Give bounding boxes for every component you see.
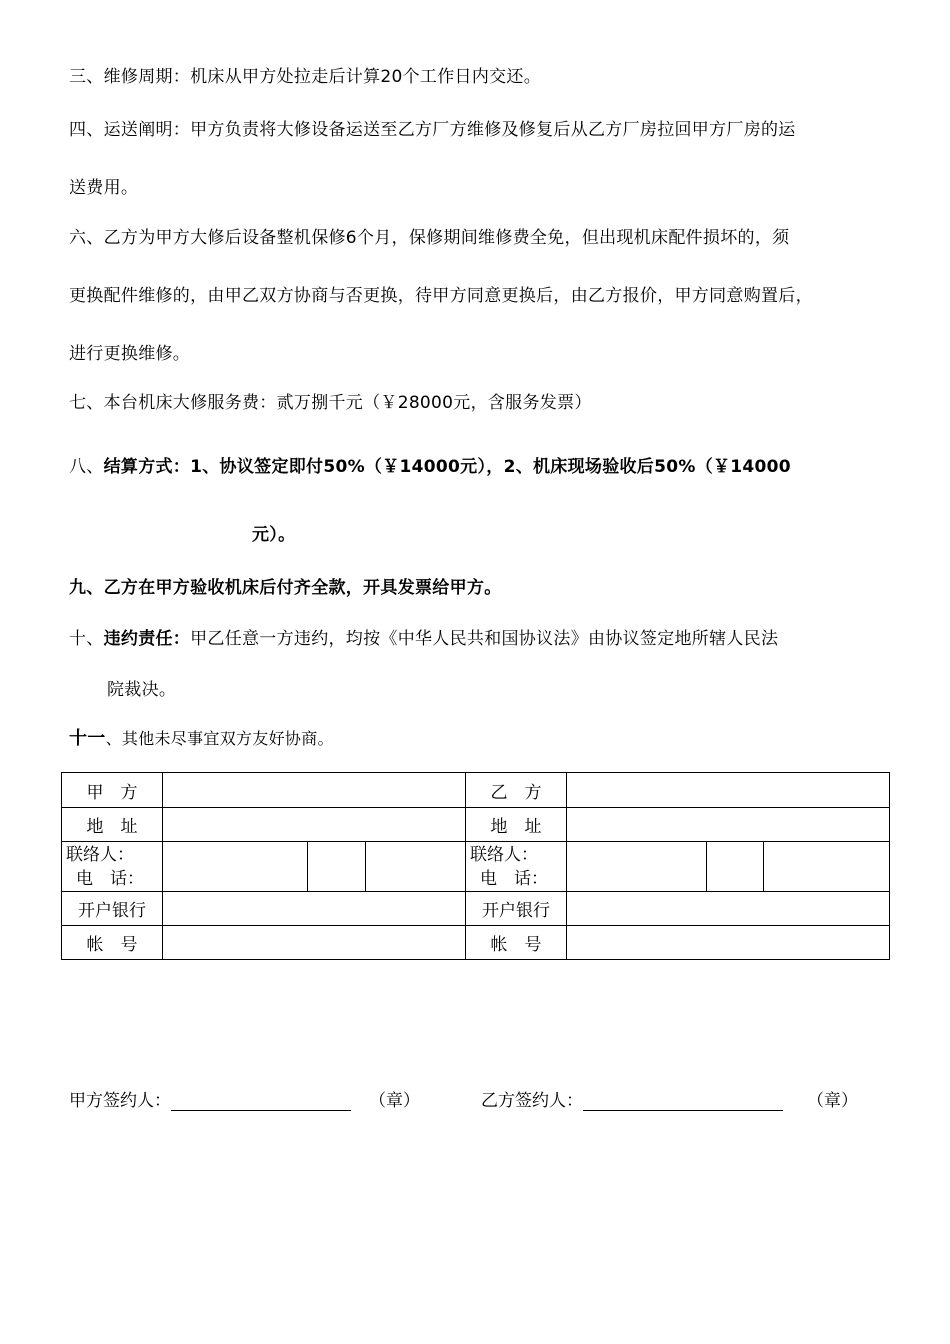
clause-11 [69,724,334,750]
signature-a-label: 甲方签约人： [69,1091,171,1111]
clause-7: 七、本台机床大修服务费：贰万捌千元（￥28000元，含服务发票） [69,393,592,413]
clause-10-title: 违约责任： [103,629,191,649]
address-b-label: 地 址 [466,808,567,842]
account-b-label: 帐 号 [466,926,567,960]
bank-a-value[interactable] [163,892,466,926]
signature-b-label: 乙方签约人： [481,1091,583,1111]
clause-6-line-3: 进行更换维修。 [69,344,191,364]
party-info-table [61,772,890,960]
table-row [62,808,890,842]
contact-phone-a-label [62,842,163,892]
address-a-label: 地 址 [62,808,163,842]
clause-10 [69,624,778,649]
party-b-label: 乙 方 [466,773,567,808]
clause-10-line-2: 院裁决。 [107,680,177,700]
account-b-value[interactable] [567,926,890,960]
bank-b-label: 开户银行 [466,892,567,926]
clause-6-line-1: 六、乙方为甲方大修后设备整机保修6个月，保修期间维修费全免，但出现机床配件损坏的，须 [69,228,790,248]
clause-9: 九、乙方在甲方验收机床后付齐全款，开具发票给甲方。 [69,578,502,598]
clause-10-prefix: 十、 [69,629,104,649]
address-a-value[interactable] [163,808,466,842]
address-b-value[interactable] [567,808,890,842]
party-a-label: 甲 方 [62,773,163,808]
contact-b-value[interactable] [567,842,707,892]
bank-a-label: 开户银行 [62,892,163,926]
clause-6-line-2: 更换配件维修的，由甲乙双方协商与否更换，待甲方同意更换后，由乙方报价，甲方同意购置后， [69,286,813,306]
contact-a-value[interactable] [163,842,308,892]
account-a-value[interactable] [163,926,466,960]
contact-a-label: 联络人： [66,844,134,865]
table-row [62,773,890,808]
contact-b-label: 联络人： [470,844,538,865]
clause-4-line-2: 送费用。 [69,178,139,198]
party-a-value[interactable] [163,773,466,808]
clause-3: 三、维修周期：机床从甲方处拉走后计算20个工作日内交还。 [69,67,542,87]
signature-b-line[interactable] [583,1090,783,1111]
clause-8 [69,452,791,477]
seal-a: （章） [369,1091,420,1111]
contact-b-extra-2[interactable] [764,842,890,892]
signature-a-line[interactable] [171,1090,351,1111]
clause-4-line-1: 四、运送阐明：甲方负责将大修设备运送至乙方厂方维修及修复后从乙方厂房拉回甲方厂房的运 [69,120,796,140]
table-row [62,892,890,926]
seal-b: （章） [807,1091,858,1111]
account-a-label: 帐 号 [62,926,163,960]
phone-b-label: 电 话： [480,868,548,889]
party-b-value[interactable] [567,773,890,808]
bank-b-value[interactable] [567,892,890,926]
table-row [62,926,890,960]
contact-b-extra-1[interactable] [707,842,764,892]
clause-11-title: 十一 [69,728,106,749]
contact-phone-b-label [466,842,567,892]
table-row [62,842,890,892]
phone-a-label: 电 话： [76,868,144,889]
clause-8-line-2: 元）。 [252,525,296,545]
clause-8-title: 结算方式： [103,457,191,477]
contact-a-extra-2[interactable] [366,842,466,892]
clause-8-prefix: 八、 [69,457,104,477]
signature-b [481,1086,858,1111]
clause-10-body: 甲乙任意一方违约，均按《中华人民共和国协议法》由协议签定地所辖人民法 [190,629,779,649]
clause-11-body: 、其他未尽事宜双方友好协商。 [105,729,334,748]
contact-a-extra-1[interactable] [308,842,366,892]
clause-8-body: 1、协议签定即付50%（￥14000元），2、机床现场验收后50%（￥14000 [190,457,791,477]
signature-a [69,1086,420,1111]
